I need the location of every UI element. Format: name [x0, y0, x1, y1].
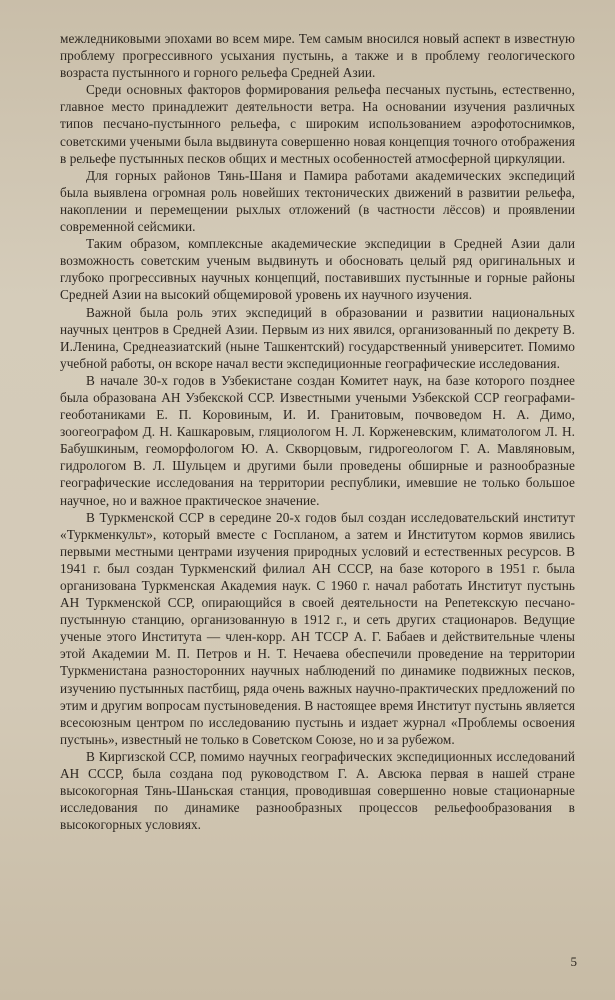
paragraph-8: В Киргизской ССР, помимо научных географических экспедиционных исследований АН СССР, была создана под руководством Г. А. Авсюка первая в нашей стране высокогорная Тянь-Шаньская станция, проводившая совершенно новые стационарные исследования по динамике разнообразных процессов рельефообразования в высокогорных условиях.: [60, 748, 575, 833]
paragraph-4: Таким образом, комплексные академические экспедиции в Средней Азии дали возможность советским ученым выдвинуть и обосновать целый ряд оригинальных и глубоко прогрессивных научных концепций, поставивших пустынные и горные районы Средней Азии на высокий общемировой уровень их научного изучения.: [60, 236, 575, 303]
paragraph-5: Важной была роль этих экспедиций в образовании и развитии национальных научных центров в Средней Азии. Первым из них явился, организованный по декрету В. И.Ленина, Среднеазиатский (ныне Ташкентский) государственный университет. Помимо учебной работы, он вскоре начал вести экспедиционные географические исследования.: [60, 304, 575, 371]
paragraph-7: В Туркменской ССР в середине 20-х годов был создан исследовательский институт «Туркменкульт», который вместе с Госпланом, а затем и Институтом кормов явились первыми местными центрами изучения природных условий и естественных ресурсов. В 1941 г. был создан Туркменский филиал АН СССР, на базе которого в 1951 г. была организована Туркменская Академия наук. С 1960 г. начал работать Институт пустынь АН Туркменской ССР, опирающийся в своей деятельности на Репетекскую песчано-пустынную станцию, организованную в 1912 г., и сеть других стационаров. Ведущие ученые этого Института — член-корр. АН ТССР А. Г. Бабаев и действительные члены этой Академии М. П. Петров и Н. Т. Нечаева обеспечили проведение на территории Туркменистана разносторонних научных наблюдений по динамике подвижных песков, изучению пустынных пастбищ, ряда очень важных научно-практических предложений по этим и другим вопросам пустыноведения. В настоящее время Институт пустынь является всесоюзным центром по исследованию пустынь и издает журнал «Проблемы освоения пустынь», известный не только в Советском Союзе, но и за рубежом.: [60, 509, 575, 747]
paragraph-6: В начале 30-х годов в Узбекистане создан Комитет наук, на базе которого позднее была образована АН Узбекской ССР. Известными учеными Узбекской ССР географами-геоботаниками Е. П. Коровиным, И. И. Гранитовым, почвоведом Н. А. Димо, зоогеографом Д. Н. Кашкаровым, гляциологом Н. Л. Корженевским, климатологом Л. Н. Бабушкиным, геоморфологом Ю. А. Скворцовым, гидрогеологом Г. А. Мавляновым, гидрологом В. Л. Шульцем и другими были проведены обширные и разнообразные географические исследования на территории республики, имевшие не только большое научное, но и важное практическое значение.: [60, 372, 575, 508]
paragraph-3: Для горных районов Тянь-Шаня и Памира работами академических экспедиций была выявлена огромная роль новейших тектонических движений в развитии рельефа, накоплении и перемещении рыхлых отложений (в частности лёссов) и проявлении современной сейсмики.: [60, 167, 575, 235]
page-number: 5: [570, 954, 577, 969]
paragraph-2: Среди основных факторов формирования рельефа песчаных пустынь, естественно, главное место принадлежит деятельности ветра. На основании изучения различных типов песчано-пустынного рельефа, с широким использованием аэрофотоснимков, советскими учеными была выдвинута совершенно новая концепция точного отображения в рельефе пустынных песков общих и местных особенностей атмосферной циркуляции.: [60, 82, 575, 166]
paragraph-1: межледниковыми эпохами во всем мире. Тем самым вносился новый аспект в известную проблему прогрессивного усыхания пустынь, а также и в проблему геологического возраста пустынного и горного рельефа Средней Азии.: [60, 31, 575, 81]
